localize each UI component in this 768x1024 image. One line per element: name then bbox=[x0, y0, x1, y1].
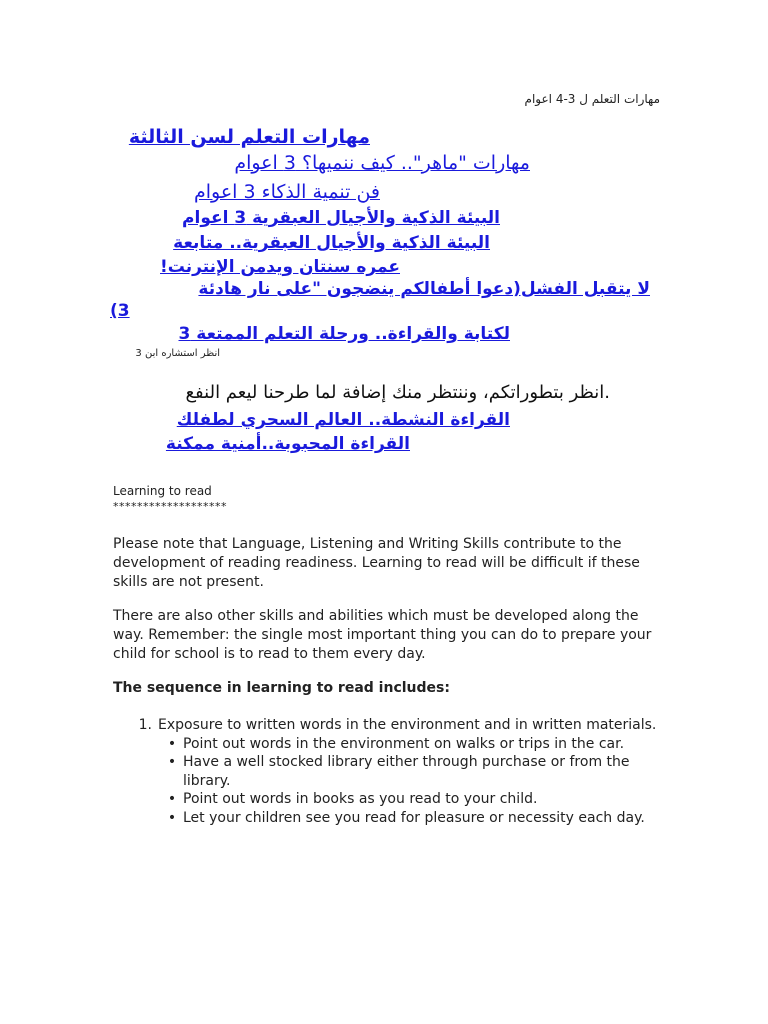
link-accepting-failure[interactable]: لا يتقبل الفشل(دعوا أطفالكم ينضجون "على نار هادئة bbox=[198, 279, 650, 299]
link-smart-environment[interactable]: البيئة الذكية والأجيال العبقرية 3 اعوام bbox=[182, 208, 500, 228]
page-header-label: مهارات التعلم ل 3-4 اعوام bbox=[524, 92, 660, 106]
bullet-text: Point out words in books as you read to your child. bbox=[183, 791, 538, 807]
bullet-item bbox=[161, 753, 658, 790]
intro-line: .انظر بتطوراتكم، وننتظر منك إضافة لما طرحنا ليعم النفع bbox=[185, 382, 610, 403]
bullet-icon: • bbox=[167, 791, 177, 807]
paragraph-reading-readiness: Please note that Language, Listening and Writing Skills contribute to the development of reading readiness. Learning to read will be difficult if these skills are not present. bbox=[113, 536, 640, 590]
bullet-icon: • bbox=[167, 754, 177, 770]
bullet-item bbox=[161, 735, 658, 754]
bullet-list bbox=[161, 735, 658, 828]
link-internet-addiction[interactable]: عمره سنتان ويدمن الإنترنت! bbox=[160, 257, 400, 277]
sequence-heading: The sequence in learning to read includes: bbox=[113, 680, 450, 696]
bullet-text: Let your children see you read for pleasure or necessity each day. bbox=[183, 809, 645, 826]
list-item-text: Exposure to written words in the environment and in written materials. bbox=[158, 717, 657, 733]
title-underline-stars: ******************* bbox=[113, 500, 227, 513]
bullet-text: Have a well stocked library either through purchase or from the library. bbox=[183, 754, 630, 789]
ordered-list bbox=[113, 716, 658, 827]
link-maher-skills[interactable]: مهارات "ماهر".. كيف ننميها؟ 3 اعوام bbox=[234, 152, 530, 174]
list-number: 1. bbox=[138, 717, 152, 733]
link-learning-skills-age-three[interactable]: مهارات التعلم لسن الثالثة bbox=[128, 126, 370, 148]
link-writing-reading-journey[interactable]: لكتابة والقراءة.. ورحلة التعلم الممتعة 3 bbox=[178, 324, 510, 344]
link-active-reading[interactable]: القراءة النشطة.. العالم السحري لطفلك bbox=[176, 410, 510, 430]
list-item bbox=[113, 716, 658, 735]
see-note: انظر استشاره ابن 3 bbox=[135, 348, 220, 359]
link-beloved-reading[interactable]: القراءة المحبوبة..أمنية ممكنة bbox=[165, 434, 410, 454]
paragraph-other-skills: There are also other skills and abilities which must be developed along the way. Remember: the single most important thing you can do to prepare your child for school is to read to them every day. bbox=[113, 608, 652, 662]
link-smart-environment-followup[interactable]: البيئة الذكية والأجيال العبقرية.. متابعة bbox=[173, 233, 490, 253]
bullet-icon: • bbox=[167, 809, 177, 826]
link-accepting-failure-continued[interactable]: (3 bbox=[110, 301, 130, 321]
bullet-text: Point out words in the environment on walks or trips in the car. bbox=[183, 735, 625, 752]
section-title: Learning to read bbox=[113, 484, 212, 498]
bullet-icon: • bbox=[167, 735, 177, 752]
bullet-item bbox=[161, 790, 658, 809]
link-intelligence-development[interactable]: فن تنمية الذكاء 3 اعوام bbox=[193, 181, 380, 203]
bullet-item bbox=[161, 809, 658, 828]
